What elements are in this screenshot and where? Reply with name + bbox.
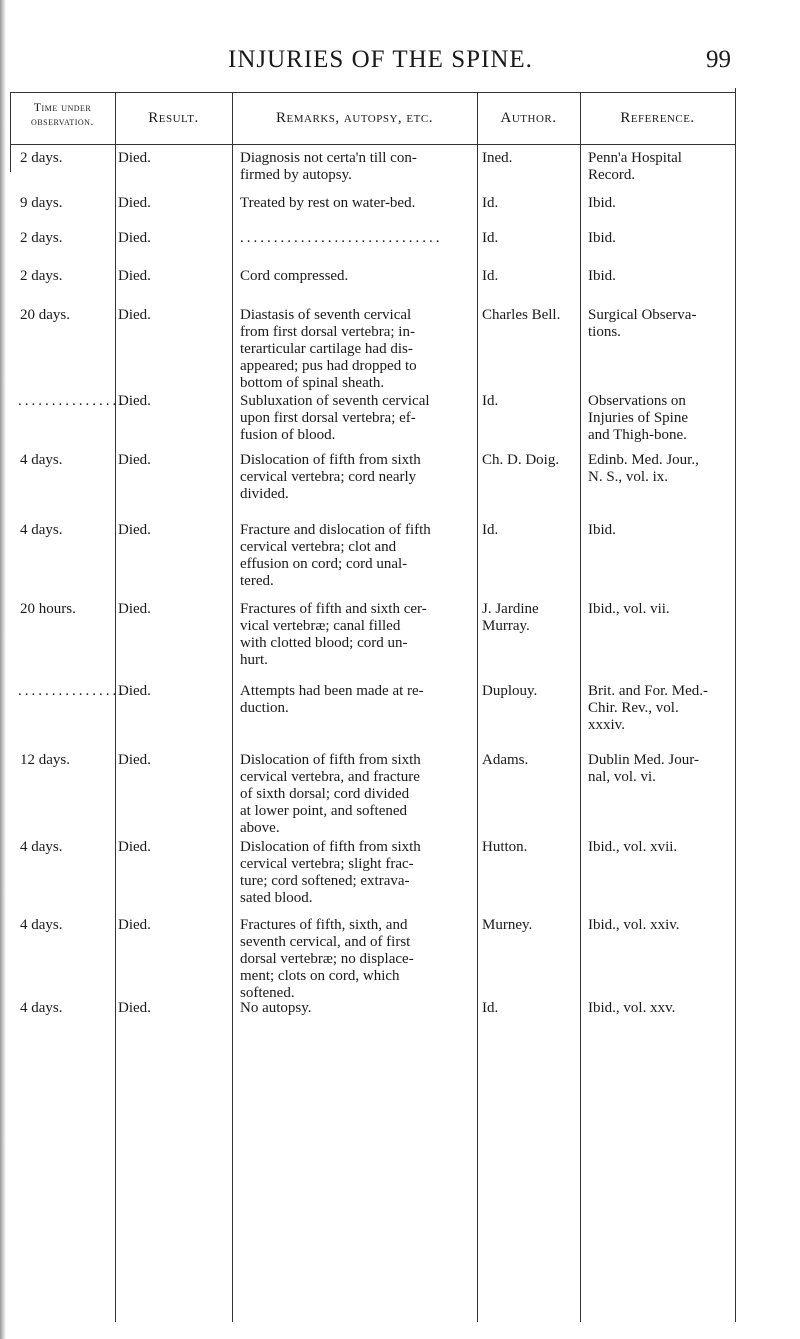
- author-line: Id.: [482, 195, 499, 211]
- author-line: Id.: [482, 522, 499, 538]
- reference-line: Ibid., vol. xxv.: [588, 1000, 676, 1016]
- remarks-line: cervical vertebra; cord nearly: [240, 469, 417, 485]
- header-result-label: Result.: [148, 110, 199, 126]
- page-header: [0, 46, 800, 86]
- reference-line: xxxiv.: [588, 717, 625, 733]
- reference-line: Dublin Med. Jour-: [588, 752, 699, 768]
- remarks-line: seventh cervical, and of first: [240, 934, 411, 950]
- remarks-line: from first dorsal vertebra; in-: [240, 324, 415, 340]
- reference-line: Surgical Observa-: [588, 307, 697, 323]
- remarks-line: Dislocation of fifth from sixth: [240, 752, 421, 768]
- page-edge-shadow: [0, 0, 6, 1339]
- result-cell: Died.: [118, 452, 151, 468]
- column-divider-3: [477, 92, 478, 1322]
- remarks-line: terarticular cartilage had dis-: [240, 341, 413, 357]
- author-line: Id.: [482, 393, 499, 409]
- remarks-line: effusion on cord; cord unal-: [240, 556, 408, 572]
- reference-line: Record.: [588, 167, 636, 183]
- author-line: Murney.: [482, 917, 533, 933]
- remarks-line: sated blood.: [240, 890, 313, 906]
- remarks-line: with clotted blood; cord un-: [240, 635, 408, 651]
- reference-line: N. S., vol. ix.: [588, 469, 669, 485]
- result-cell: Died.: [118, 195, 151, 211]
- remarks-line: Dislocation of fifth from sixth: [240, 452, 421, 468]
- remarks-line: Fractures of fifth, sixth, and: [240, 917, 408, 933]
- author-line: Adams.: [482, 752, 529, 768]
- remarks-line: No autopsy.: [240, 1000, 312, 1016]
- author-line: Hutton.: [482, 839, 528, 855]
- result-cell: Died.: [118, 393, 151, 409]
- header-time-line2: observation.: [31, 114, 94, 128]
- result-cell: Died.: [118, 752, 151, 768]
- time-cell: 2 days.: [20, 230, 63, 246]
- remarks-line: bottom of spinal sheath.: [240, 375, 385, 391]
- result-cell: Died.: [118, 268, 151, 284]
- time-cell: 4 days.: [20, 522, 63, 538]
- remarks-line: of sixth dorsal; cord divided: [240, 786, 410, 802]
- remarks-line: hurt.: [240, 652, 268, 668]
- reference-line: Ibid., vol. vii.: [588, 601, 670, 617]
- time-cell: ................: [18, 393, 126, 409]
- result-cell: Died.: [118, 601, 151, 617]
- author-line: Ined.: [482, 150, 513, 166]
- remarks-line: appeared; pus had dropped to: [240, 358, 417, 374]
- result-cell: Died.: [118, 230, 151, 246]
- header-reference-label: Reference.: [620, 110, 695, 126]
- remarks-line: duction.: [240, 700, 289, 716]
- table-top-rule: [10, 92, 735, 93]
- header-remarks-label: Remarks, autopsy, etc.: [276, 110, 433, 126]
- remarks-line: ment; clots on cord, which: [240, 968, 400, 984]
- result-cell: Died.: [118, 683, 151, 699]
- author-line: Murray.: [482, 618, 530, 634]
- result-cell: Died.: [118, 917, 151, 933]
- time-cell: ................: [18, 683, 126, 699]
- header-time-line1: Time under: [33, 100, 92, 114]
- reference-line: Brit. and For. Med.-: [588, 683, 708, 699]
- remarks-line: Dislocation of fifth from sixth: [240, 839, 421, 855]
- reference-line: Ibid.: [588, 195, 616, 211]
- reference-line: Observations on: [588, 393, 686, 409]
- remarks-line: firmed by autopsy.: [240, 167, 352, 183]
- remarks-line: Fractures of fifth and sixth cer-: [240, 601, 427, 617]
- reference-line: Chir. Rev., vol.: [588, 700, 679, 716]
- remarks-line: cervical vertebra, and fracture: [240, 769, 420, 785]
- header-author-label: Author.: [500, 110, 557, 126]
- remarks-line: Attempts had been made at re-: [240, 683, 424, 699]
- time-cell: 2 days.: [20, 150, 63, 166]
- remarks-line: Diastasis of seventh cervical: [240, 307, 412, 323]
- table-header-rule: [10, 144, 735, 145]
- page-title: INJURIES OF THE SPINE.: [228, 46, 533, 73]
- remarks-line: above.: [240, 820, 280, 836]
- reference-line: Ibid., vol. xvii.: [588, 839, 678, 855]
- result-cell: Died.: [118, 150, 151, 166]
- reference-line: Ibid.: [588, 522, 616, 538]
- result-cell: Died.: [118, 1000, 151, 1016]
- remarks-line: divided.: [240, 486, 289, 502]
- header-result: [115, 110, 232, 127]
- column-divider-4: [580, 92, 581, 1322]
- header-time: [10, 100, 115, 128]
- remarks-line: ture; cord softened; extrava-: [240, 873, 410, 889]
- result-cell: Died.: [118, 839, 151, 855]
- time-cell: 4 days.: [20, 839, 63, 855]
- remarks-line: vical vertebræ; canal filled: [240, 618, 401, 634]
- time-cell: 20 hours.: [20, 601, 76, 617]
- header-reference: [580, 110, 735, 127]
- remarks-line: at lower point, and softened: [240, 803, 408, 819]
- header-remarks: [232, 110, 477, 127]
- reference-line: Injuries of Spine: [588, 410, 688, 426]
- reference-line: tions.: [588, 324, 621, 340]
- author-line: Id.: [482, 230, 499, 246]
- reference-line: Ibid.: [588, 230, 616, 246]
- reference-line: Ibid.: [588, 268, 616, 284]
- remarks-line: cervical vertebra; clot and: [240, 539, 397, 555]
- reference-line: and Thigh-bone.: [588, 427, 687, 443]
- time-cell: 12 days.: [20, 752, 70, 768]
- author-line: Duplouy.: [482, 683, 538, 699]
- remarks-line: ..............................: [240, 230, 443, 246]
- remarks-line: softened.: [240, 985, 295, 1001]
- reference-line: nal, vol. vi.: [588, 769, 656, 785]
- remarks-line: Cord compressed.: [240, 268, 349, 284]
- reference-line: Ibid., vol. xxiv.: [588, 917, 680, 933]
- time-cell: 4 days.: [20, 917, 63, 933]
- author-line: Ch. D. Doig.: [482, 452, 560, 468]
- column-divider-2: [232, 92, 233, 1322]
- author-line: Charles Bell.: [482, 307, 561, 323]
- time-cell: 20 days.: [20, 307, 70, 323]
- author-line: Id.: [482, 268, 499, 284]
- time-cell: 9 days.: [20, 195, 63, 211]
- result-cell: Died.: [118, 522, 151, 538]
- remarks-line: Treated by rest on water-bed.: [240, 195, 416, 211]
- remarks-line: fusion of blood.: [240, 427, 336, 443]
- result-cell: Died.: [118, 307, 151, 323]
- remarks-line: tered.: [240, 573, 274, 589]
- remarks-line: Subluxation of seventh cervical: [240, 393, 430, 409]
- table-right-rule: [735, 88, 736, 1322]
- remarks-line: dorsal vertebræ; no displace-: [240, 951, 414, 967]
- author-line: Id.: [482, 1000, 499, 1016]
- column-divider-1: [115, 92, 116, 1322]
- time-cell: 2 days.: [20, 268, 63, 284]
- remarks-line: Fracture and dislocation of fifth: [240, 522, 431, 538]
- page-number: 99: [706, 46, 731, 73]
- remarks-line: upon first dorsal vertebra; ef-: [240, 410, 416, 426]
- remarks-line: cervical vertebra; slight frac-: [240, 856, 414, 872]
- author-line: J. Jardine: [482, 601, 539, 617]
- reference-line: Edinb. Med. Jour.,: [588, 452, 699, 468]
- time-cell: 4 days.: [20, 1000, 63, 1016]
- remarks-line: Diagnosis not certa'n till con-: [240, 150, 417, 166]
- header-author: [477, 110, 580, 127]
- reference-line: Penn'a Hospital: [588, 150, 682, 166]
- time-cell: 4 days.: [20, 452, 63, 468]
